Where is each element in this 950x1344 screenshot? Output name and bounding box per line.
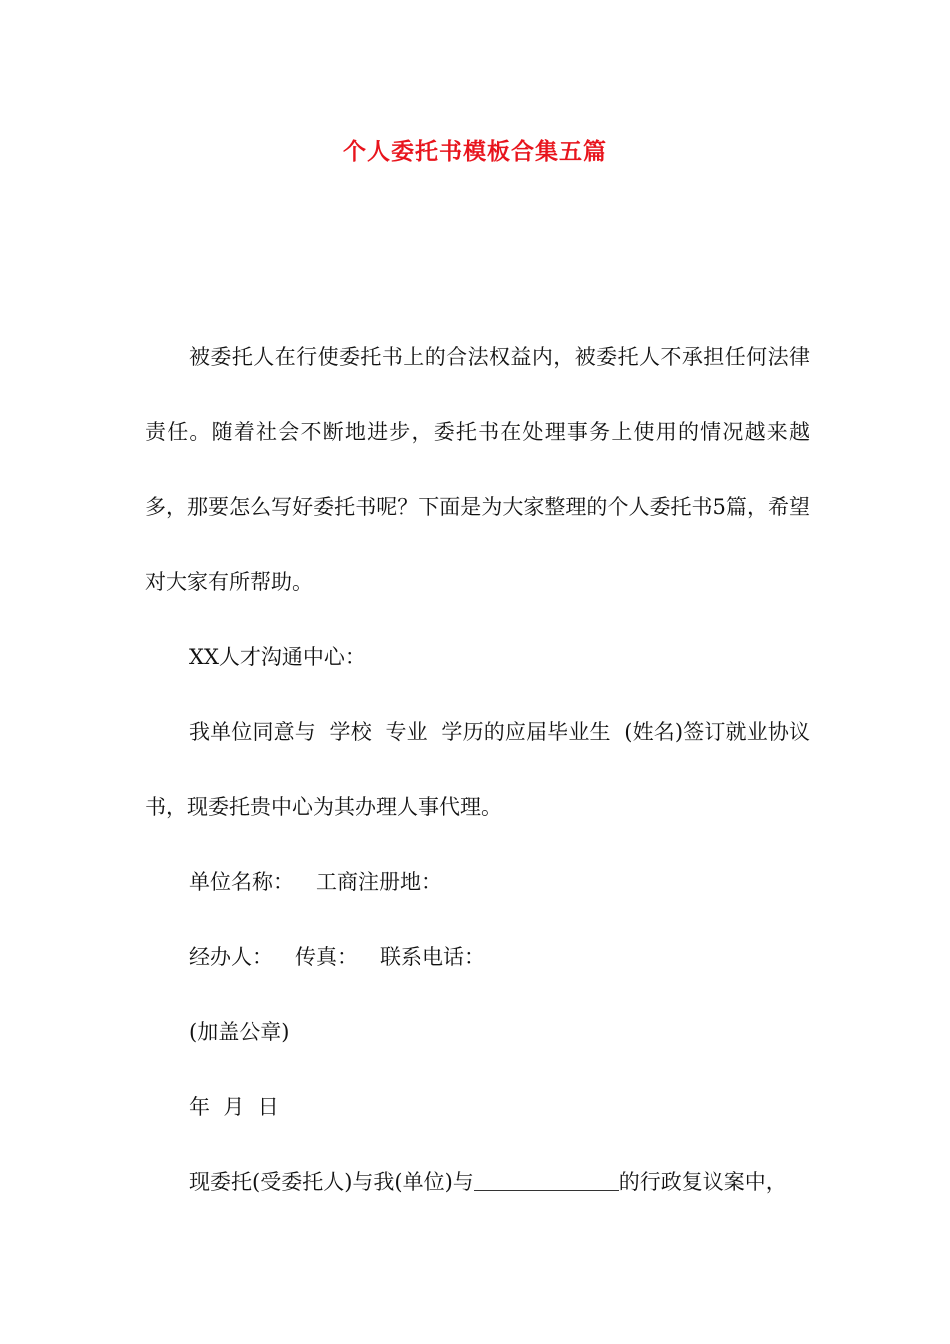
fax-label: 传真： (295, 945, 358, 969)
unit-info-line (145, 845, 810, 920)
contact-info-line (145, 920, 810, 995)
document-title: 个人委托书模板合集五篇 (343, 138, 607, 165)
entrust-paragraph (145, 1145, 810, 1220)
entrust-text-end: 的行政复议案中， (618, 1170, 787, 1194)
seal-note: (加盖公章) (189, 1020, 290, 1044)
unit-name-label: 单位名称： (189, 870, 294, 894)
agreement-paragraph: 我单位同意与 学校 专业 学历的应届毕业生 (姓名)签订就业协议书，现委托贵中心为其办理人事代理。 (145, 720, 810, 819)
intro-paragraph: 被委托人在行使委托书上的合法权益内，被委托人不承担任何法律责任。随着社会不断地进步，委托书在处理事务上使用的情况越来越多，那要怎么写好委托书呢？下面是为大家整理的个人委托书5篇，希望对大家有所帮助。 (145, 345, 810, 594)
handler-label: 经办人： (189, 945, 273, 969)
addressee-line: XX人才沟通中心： (189, 645, 366, 669)
registered-address-label: 工商注册地： (316, 870, 442, 894)
phone-label: 联系电话： (380, 945, 485, 969)
fill-in-blank (474, 1169, 619, 1191)
document-body (145, 320, 810, 1220)
entrust-text-start: 现委托(受委托人)与我(单位)与 (189, 1170, 474, 1194)
date-line: 年 月 日 (189, 1095, 279, 1119)
